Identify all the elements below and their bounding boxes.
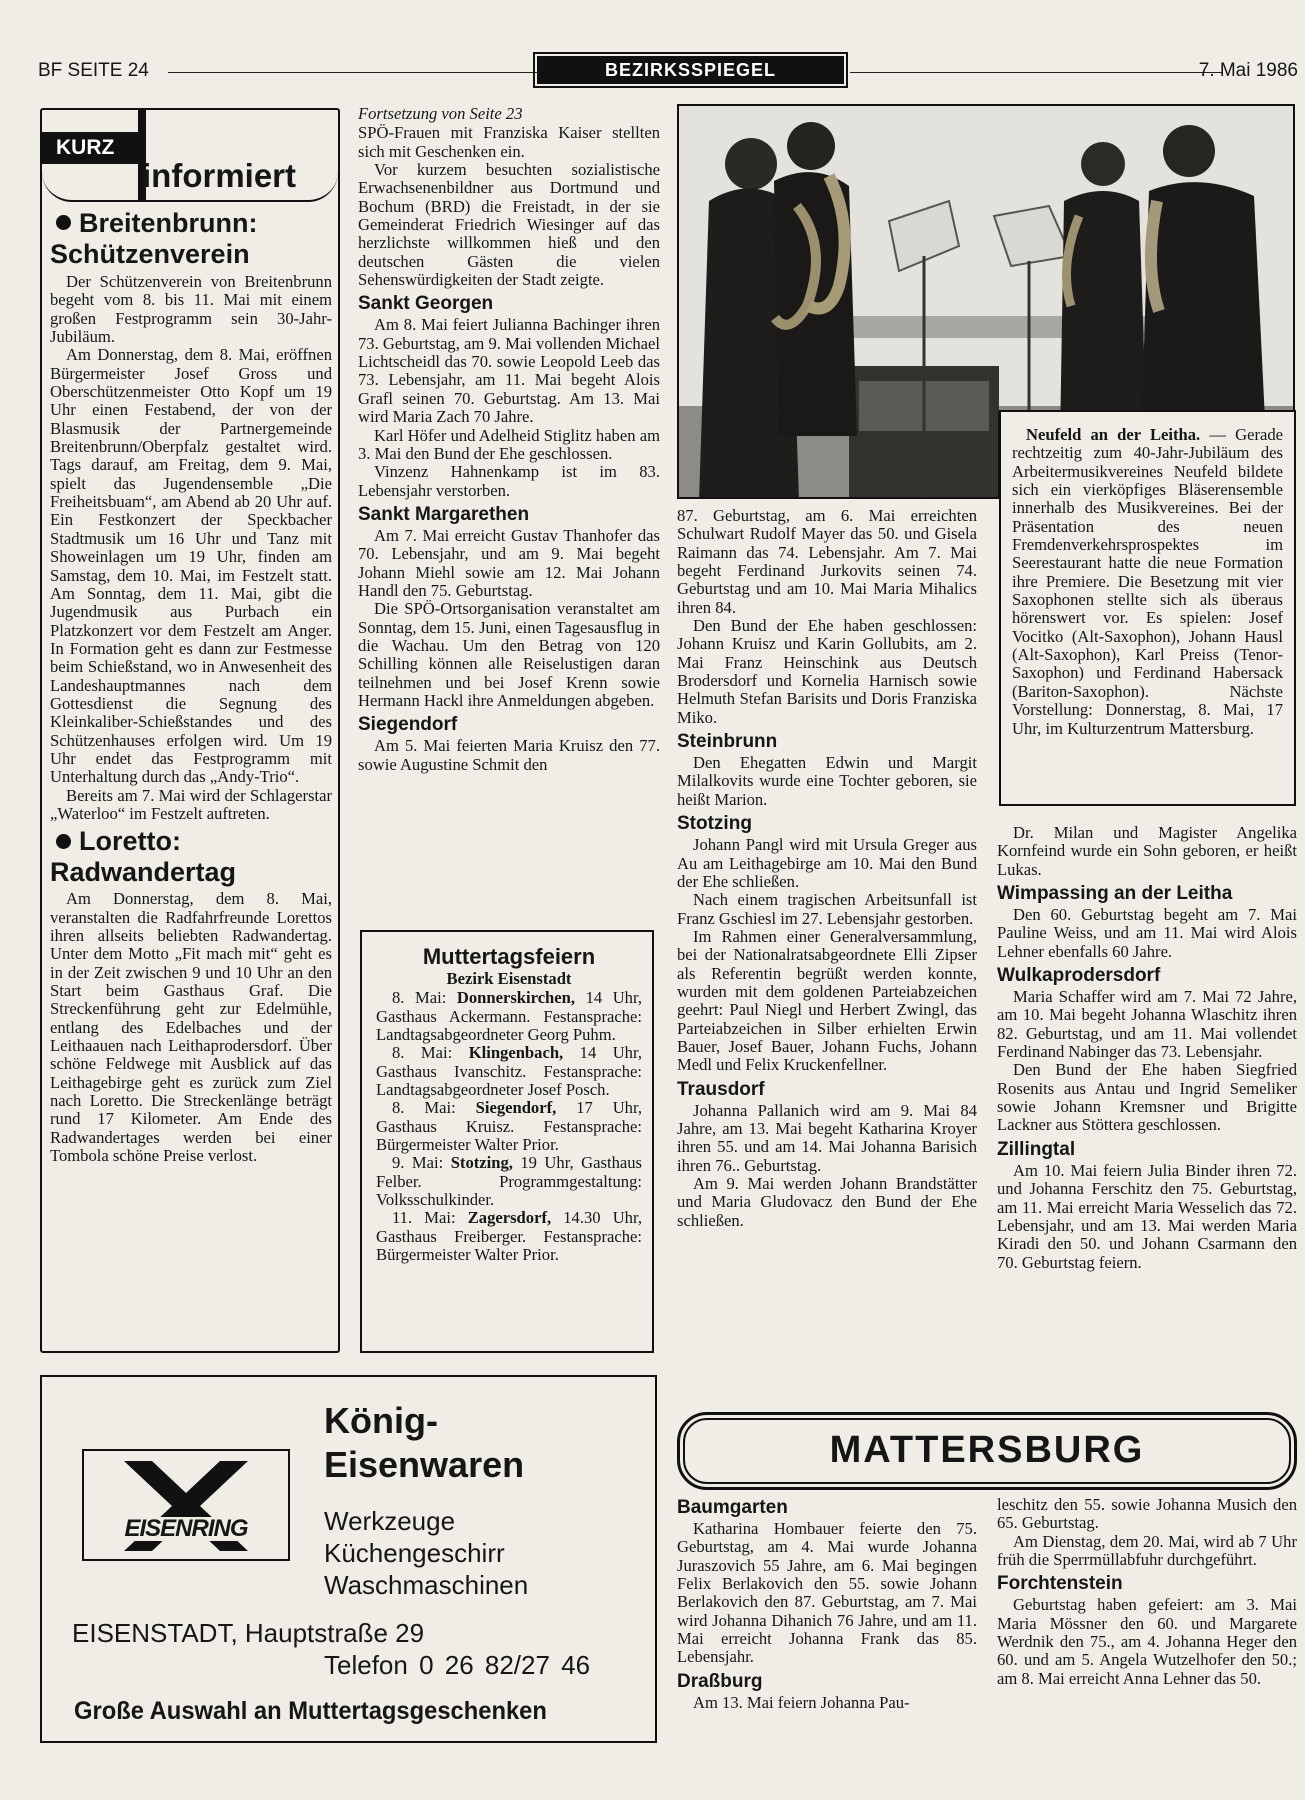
header-rule-left [168, 72, 568, 73]
mattersburg-banner [677, 1412, 1297, 1490]
header-section-title: BEZIRKSSPIEGEL [533, 52, 848, 88]
mattersburg-title: MATTERSBURG [683, 1418, 1291, 1484]
column-3: 87. Geburtstag, am 6. Mai erreichten Schulwart Rudolf Mayer das 50. und Gisela Raimann das 74. Lebensjahr. Am 7. Mai begeht Ferdinand Jurkovits seinen 74. Geburtstag und am 10. Mai Maria Mihalics ihren 84. Den Bund der Ehe haben geschlossen: Johann Kruisz und Karin Gollubits, am 2. Mai Franz Heinschink aus Deutsch Brodersdorf und Kornelia Harnisch sowie Helmuth Stefan Barisits und Doris Franziska Miko. Steinbrunn Den Ehegatten Edwin und Margit Milalkovits wurde eine Tochter geboren, sie heißt Marion. Stotzing Johann Pangl wird mit Ursula Greger aus Au am Leithagebirge am 10. Mai den Bund der Ehe schließen. Nach einem tragischen Arbeitsunfall ist Franz Gschiesl im 27. Lebensjahr gestorben. Im Rahmen einer Generalversammlung, bei der Nationalratsabgeordnete Elli Zipser als Referentin begrüßt werden konnte, wurden mit dem goldenen Parteiabzeichen geehrt: Paul Niegl und Herbert Zwingl, das Parteiabzeichen in Silber erhielten Erwin Bauer, Josef Bauer, Johann Fuchs, Johann Medl und Felix Kruckenfellner. Trausdorf Johanna Pallanich wird am 9. Mai 84 Jahre, am 13. Mai begeht Katharina Kroyer ihren 55. und am 14. Mai Johanna Barisich ihren 76.. Geburtstag. Am 9. Mai werden Johann Brandstätter und Maria Gludovacz den Bund der Ehe schließen. [677, 506, 977, 1230]
trausdorf-heading: Trausdorf [677, 1078, 765, 1100]
mattersburg-column-b: leschitz den 55. sowie Johanna Musich den 65. Geburtstag. Am Dienstag, dem 20. Mai, wird ab 7 Uhr früh die Sperrmüllabfuhr durchgeführt. Forchtenstein Geburtstag haben gefeiert: am 3. Mai Maria Mössner den 60. und Margarete Werdnik den 75., am 4. Johanna Heger den 60. und am 5. Angela Wutzelhofer den 50.; am 8. Mai erreicht Anna Lehner das 50. [997, 1495, 1297, 1688]
muttertag-item: 9. Mai: Stotzing, 19 Uhr, Gasthaus Felber. Programmgestaltung: Volksschulkinder. [376, 1153, 642, 1210]
koenig-eisenwaren-ad [40, 1375, 657, 1743]
ad-address: EISENSTADT, Hauptstraße 29 [72, 1618, 425, 1648]
wimpassing-heading: Wimpassing an der Leitha [997, 883, 1233, 905]
muttertag-item: 8. Mai: Donnerskirchen, 14 Uhr, Gasthaus Ackermann. Festansprache: Landtagsabgeordneter Georg Puhm. [376, 988, 642, 1045]
kurz-informiert-box [40, 108, 340, 1353]
wulkaprodersdorf-heading: Wulkaprodersdorf [997, 965, 1161, 987]
sankt-georgen-heading: Sankt Georgen [358, 293, 494, 315]
stotzing-heading: Stotzing [677, 813, 752, 835]
header-rule-right [850, 72, 1223, 73]
drassburg-heading: Draßburg [677, 1670, 763, 1692]
continuation-note: Fortsetzung von Seite 23 [358, 104, 523, 123]
muttertag-subtitle: Bezirk Eisenstadt [446, 969, 572, 988]
kurz-tag: KURZ [42, 132, 142, 164]
column-2: Fortsetzung von Seite 23 SPÖ-Frauen mit Franziska Kaiser stellten sich mit Geschenken ein. Vor kurzem besuchten sozialistische Erwachsenenbildner aus Dortmund und Bochum (BRD) die Freistadt, in der sie Gemeinderat Friedrich Wiesinger auf das herzlichste willkommen hieß und den deutschen Gästen die vielen Sehenswürdigkeiten der Stadt zeigte. Sankt Georgen Am 8. Mai feiert Julianna Bachinger ihren 73. Geburtstag, am 9. Mai vollenden Michael Lichtscheidl das 70. sowie Leopold Leeb das 73. Lebensjahr, am 11. Mai begeht Alois Grafl seinen 70. Geburtstag. Am 13. Mai wird Maria Zach 70 Jahre. Karl Höfer und Adelheid Stiglitz haben am 3. Mai den Bund der Ehe geschlossen. Vinzenz Hahnenkamp ist im 83. Lebensjahr verstorben. Sankt Margarethen Am 7. Mai erreicht Gustav Thanhofer das 70. Lebensjahr, und am 9. Mai begeht Johann Miehl sowie am 12. Mai Johann Handl den 75. Geburtstag. Die SPÖ-Ortsorganisation veranstaltet am Sonntag, dem 15. Juni, einen Tagesausflug in die Wachau. Um den Betrag von 120 Schilling können alle Reiselustigen daran teilnehmen und bei Josef Krenn sowie Hermann Hackl ihre Anmeldungen abgeben. Siegendorf Am 5. Mai feierten Maria Kruisz den 77. sowie Augustine Schmit den [358, 104, 660, 774]
caption-place: Neufeld an der Leitha. [1026, 425, 1201, 444]
bullet-icon [56, 834, 71, 849]
breitenbrunn-text: Der Schützenverein von Breitenbrunn begeht vom 8. bis 11. Mai mit einem großen Festprogramm sein 30-Jahr-Jubiläum. Am Donnerstag, dem 8. Mai, eröffnen Bürgermeister Josef Gross und Oberschützenmeister Otto Kopf um 19 Uhr einen Festabend, der von der Blasmusik der Partnergemeinde Breitenbrunn/Oberpfalz gestaltet wird. Tags darauf, am Freitag, dem 9. Mai, spielt das Jugendensemble „Die Freiheitsbuam“, am Abend ab 20 Uhr auf. Ein Festkonzert der Speckbacher Stadtmusik um 16 Uhr und Tanz mit Showeinlagen um 19 Uhr, finden am Samstag, dem 10. Mai, im Festzelt statt. Am Sonntag, dem 11. Mai, gibt die Jugendmusik aus Purbach ein Platzkonzert vor dem Festzelt am Anger. In Formation geht es dann zur Festmesse beim Schießstand, wo in Anwesenheit des Landeshauptmannes nach dem Gottesdienst die Segnung des Kleinkaliber-Schießstandes und des Schützenhauses erfolgen wird. Um 19 Uhr endet das Festprogramm mit Unterhaltung durch das „Andy-Trio“. Bereits am 7. Mai wird der Schlagerstar „Waterloo“ im Festzelt auftreten. [50, 272, 332, 823]
breitenbrunn-heading: Breitenbrunn: Schützenverein [50, 208, 258, 269]
muttertag-item: 8. Mai: Klingenbach, 14 Uhr, Gasthaus Ivanschitz. Festansprache: Landtagsabgeordneter Josef Posch. [376, 1043, 642, 1100]
ad-telephone: Telefon 0 26 82/27 46 [324, 1650, 591, 1680]
bullet-icon [56, 215, 71, 230]
forchtenstein-heading: Forchtenstein [997, 1573, 1123, 1595]
muttertagsfeiern-box [360, 930, 654, 1353]
kurz-informiert-header [42, 110, 338, 202]
kurz-title: informiert [142, 157, 297, 194]
column-4: Dr. Milan und Magister Angelika Kornfeind wurde ein Sohn geboren, er heißt Lukas. Wimpassing an der Leitha Den 60. Geburtstag begeht am 7. Mai Pauline Weiss, und am 11. Mai wird Alois Lehner ebenfalls 60 Jahre. Wulkaprodersdorf Maria Schaffer wird am 7. Mai 72 Jahre, am 10. Mai begeht Johanna Wlaschitz ihren 82. Geburtstag, und am 11. Mai vollendet Ferdinand Nabinger das 73. Lebensjahr. Den Bund der Ehe haben Siegfried Rosenits aus Antau und Ingrid Semeliker sowie Johann Kremsner und Brigitte Lackner aus Stöttera geschlossen. Zillingtal Am 10. Mai feiern Julia Binder ihren 72. und Johanna Ferschitz den 75. Geburtstag, am 11. Mai erreicht Maria Wesselich das 72. Lebensjahr, und am 13. Mai werden Maria Kiradi den 50. und Johann Csarmann den 70. Geburtstag feiern. [997, 823, 1297, 1272]
header-date: 7. Mai 1986 [1198, 60, 1298, 81]
ad-slogan: Große Auswahl an Muttertagsgeschenken [74, 1697, 547, 1725]
ad-products: Werkzeuge Küchengeschirr Waschmaschinen [324, 1506, 529, 1600]
muttertag-item: 8. Mai: Siegendorf, 17 Uhr, Gasthaus Kruisz. Festansprache: Bürgermeister Walter Prior. [376, 1098, 642, 1155]
header-page-number: BF SEITE 24 [38, 60, 149, 81]
sankt-margarethen-heading: Sankt Margarethen [358, 503, 530, 525]
page-header [38, 52, 1300, 92]
eisenring-logo [82, 1449, 290, 1561]
siegendorf-heading: Siegendorf [358, 714, 458, 736]
loretto-heading: Loretto: Radwandertag [50, 826, 237, 888]
muttertag-item: 11. Mai: Zagersdorf, 14.30 Uhr, Gasthaus Freiberger. Festansprache: Bürgermeister Walter Prior. [376, 1208, 642, 1265]
eisenring-logo-text: EISENRING [124, 1515, 248, 1542]
neufeld-caption-box: Neufeld an der Leitha. — Gerade rechtzeitig zum 40-Jahr-Jubiläum des Arbeitermusikvereines Neufeld bildete sich ein vierköpfiges Bläserensemble innerhalb des Musikvereines. Bei der Präsentation des neuen Fremdenverkehrsprospektes im Seerestaurant hatte die neue Formation ihre Premiere. Die Besetzung mit vier Saxophonen stellte sich als überaus hörenswert vor. Es spielen: Josef Vocitko (Alt-Saxophon), Johann Hausl (Alt-Saxophon), Karl Preiss (Tenor-Saxophon) und Ferdinand Habersack (Bariton-Saxophon). Nächste Vorstellung: Donnerstag, 8. Mai, 17 Uhr, im Kulturzentrum Mattersburg. [999, 410, 1296, 806]
mattersburg-column-a: Baumgarten Katharina Hombauer feierte den 75. Geburtstag, am 4. Mai wurde Johanna Juraszovich 55 Jahre, am 6. Mai begingen Felix Berlakovich den 55. sowie Johann Berlakovich den 87. Geburtstag, am 7. Mai wird Johanna Dihanich 76 Jahre, und am 11. Mai erreicht Johanna Frank das 85. Lebensjahr. Draßburg Am 13. Mai feiern Johanna Pau- [677, 1497, 977, 1712]
muttertag-title: Muttertagsfeiern [422, 944, 596, 969]
zillingtal-heading: Zillingtal [997, 1138, 1076, 1160]
baumgarten-heading: Baumgarten [677, 1497, 788, 1518]
loretto-text: Am Donnerstag, dem 8. Mai, veranstalten die Radfahrfreunde Lorettos ihren allseits beliebten Radwandertag. Unter dem Motto „Fit mach mit“ geht es in der Zeit zwischen 9 und 10 Uhr an den Start beim Gasthaus Graf. Die Streckenführung geht zur Edelmühle, entlang des Edelbaches und der Leithaauen nach Leithaprodersdorf. Über schöne Feldwege mit Ausblick auf das Leithagebirge geht es zurück zum Ziel nach Loretto. Die Streckenlänge beträgt rund 17 Kilometer. Am Ende des Radwandertages werden bei einer Tombola schöne Preise verlost. [50, 889, 332, 1166]
steinbrunn-heading: Steinbrunn [677, 731, 778, 753]
ad-title: König- Eisenwaren [324, 1400, 525, 1485]
